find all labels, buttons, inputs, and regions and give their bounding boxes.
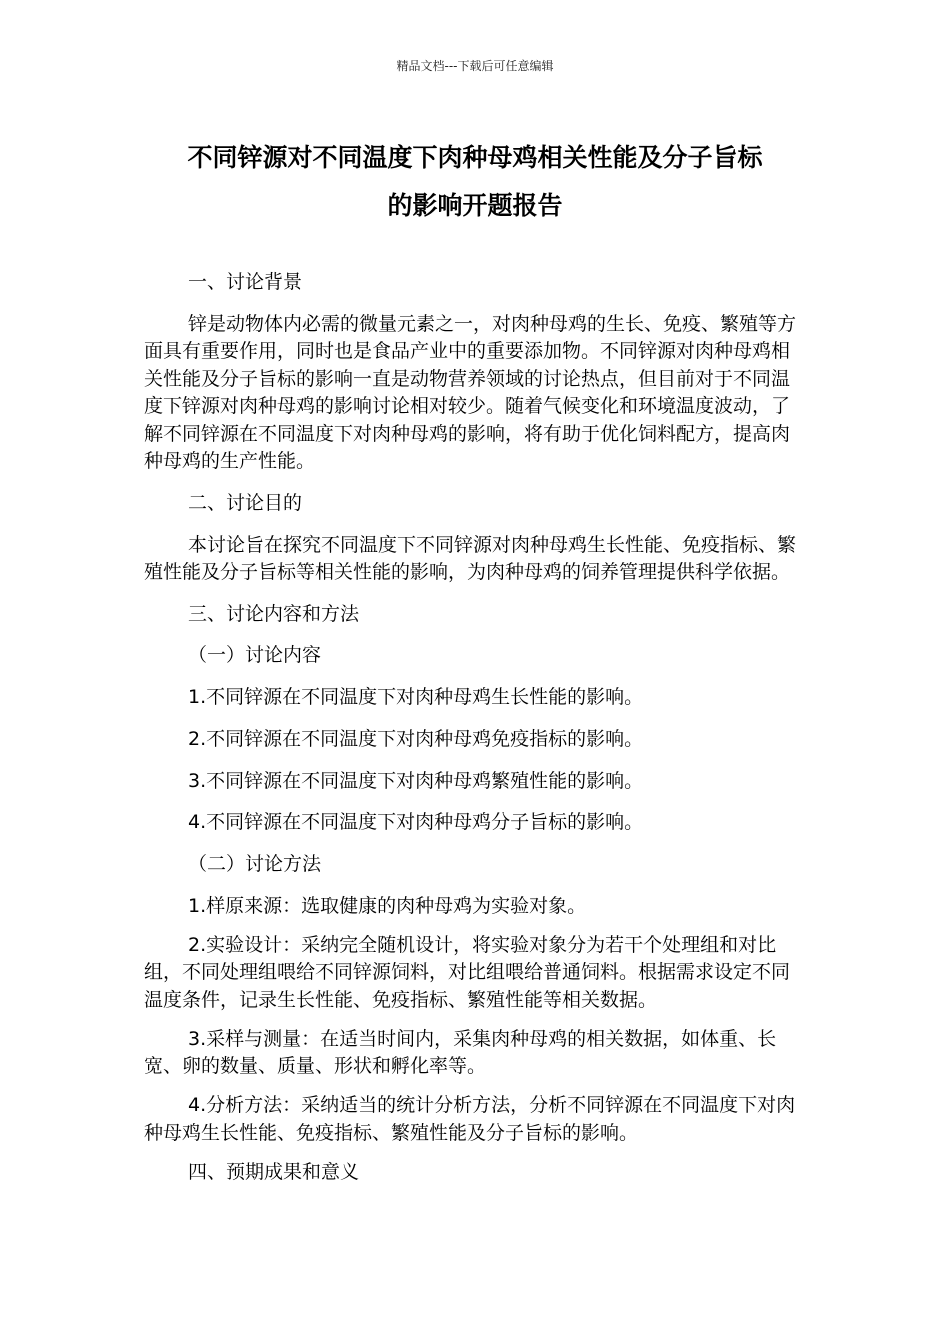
method-item: 4.分析方法：采纳适当的统计分析方法，分析不同锌源在不同温度下对肉种母鸡生长性能、免疫指标、繁殖性能及分子旨标的影响。	[144, 1094, 796, 1144]
method-item: 1.样原来源：选取健康的肉种母鸡为实验对象。	[188, 894, 587, 917]
document-body	[144, 269, 808, 1200]
title-line-2: 的影响开题报告	[387, 191, 563, 220]
content-item: 2.不同锌源在不同温度下对肉种母鸡免疫指标的影响。	[188, 727, 644, 750]
content-item: 1.不同锌源在不同温度下对肉种母鸡生长性能的影响。	[188, 686, 644, 709]
subheading-methods: （二）讨论方法	[188, 852, 322, 875]
page-header-note: 精品文档---下载后可任意编辑	[396, 59, 554, 73]
purpose-paragraph: 本讨论旨在探究不同温度下不同锌源对肉种母鸡生长性能、免疫指标、繁殖性能及分子旨标等相关性能的影响，为肉种母鸡的饲养管理提供科学依据。	[144, 533, 797, 584]
subheading-content: （一）讨论内容	[188, 644, 322, 667]
section-heading-expected-results: 四、预期成果和意义	[188, 1160, 360, 1183]
section-heading-background: 一、讨论背景	[188, 271, 303, 293]
content-item: 4.不同锌源在不同温度下对肉种母鸡分子旨标的影响。	[188, 811, 644, 834]
method-item: 2.实验设计：采纳完全随机设计，将实验对象分为若干个处理组和对比组，不同处理组喂给不同锌源饲料，对比组喂给普通饲料。根据需求设定不同温度条件，记录生长性能、免疫指标、繁殖性能等相关数据。	[144, 933, 791, 1011]
title-line-1: 不同锌源对不同温度下肉种母鸡相关性能及分子旨标	[187, 143, 763, 172]
method-item: 3.采样与测量：在适当时间内，采集肉种母鸡的相关数据，如体重、长宽、卵的数量、质量、形状和孵化率等。	[144, 1027, 777, 1078]
section-heading-purpose: 二、讨论目的	[188, 491, 303, 514]
document-title	[140, 134, 810, 230]
content-item: 3.不同锌源在不同温度下对肉种母鸡繁殖性能的影响。	[188, 769, 644, 792]
section-heading-content-methods: 三、讨论内容和方法	[188, 602, 360, 625]
background-paragraph: 锌是动物体内必需的微量元素之一，对肉种母鸡的生长、免疫、繁殖等方面具有重要作用，同时也是食品产业中的重要添加物。不同锌源对肉种母鸡相关性能及分子旨标的影响一直是动物营养领域的讨论热点，但目前对于不同温度下锌源对肉种母鸡的影响讨论相对较少。随着气候变化和环境温度波动，了解不同锌源在不同温度下对肉种母鸡的影响，将有助于优化饲料配方，提高肉种母鸡的生产性能。	[144, 312, 797, 473]
